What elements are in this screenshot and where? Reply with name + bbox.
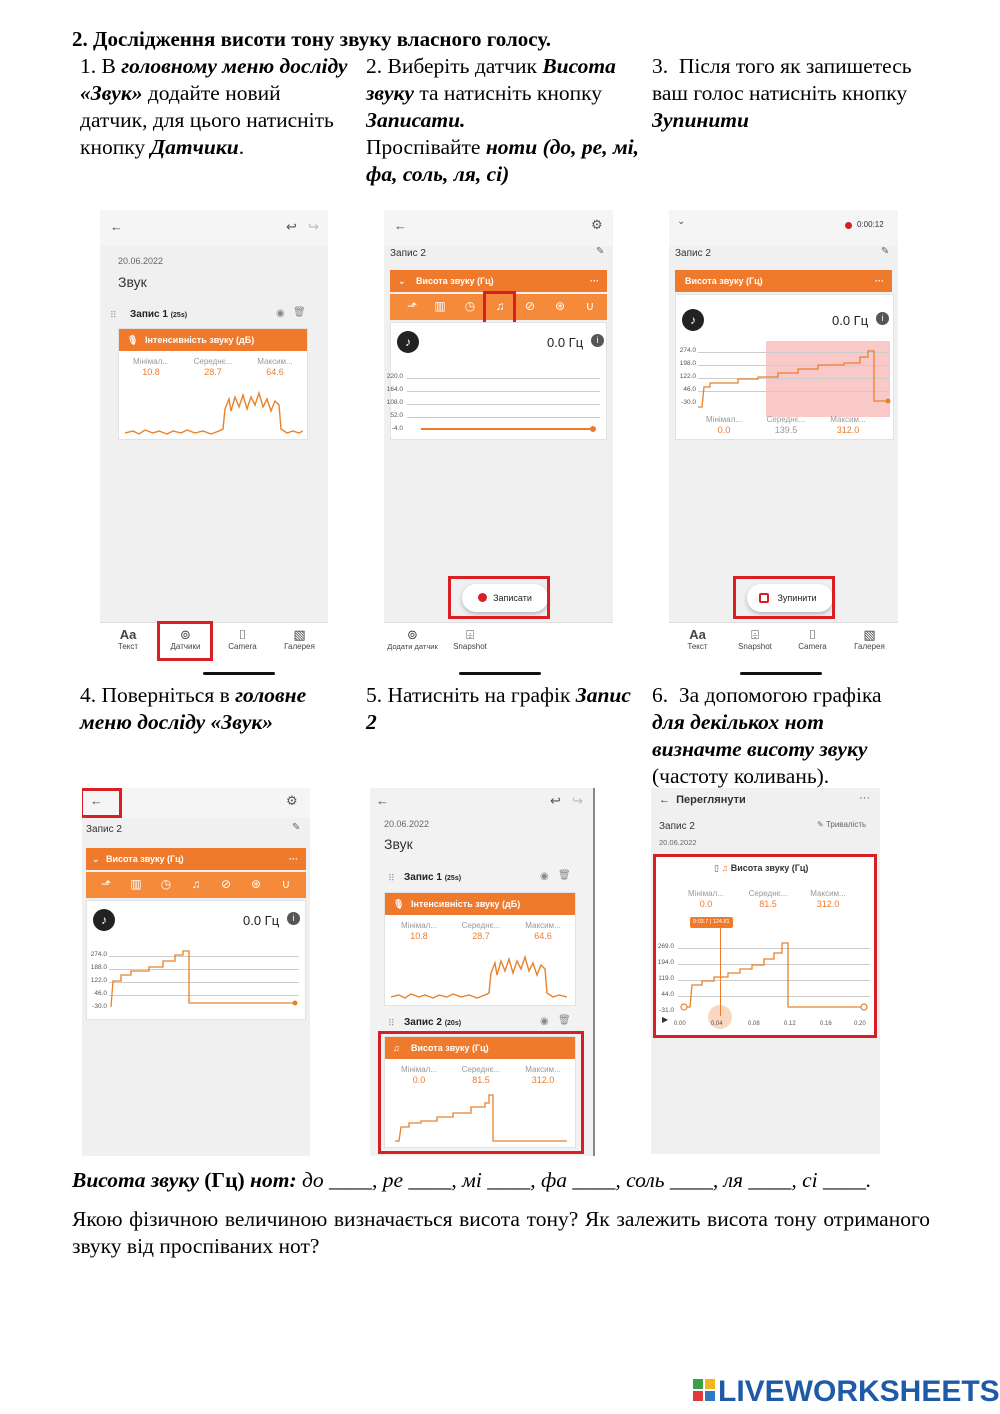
- grid-line: [407, 404, 600, 405]
- tab-text[interactable]: [669, 623, 726, 662]
- step-6-num: 6.: [652, 683, 669, 707]
- grid-line: [407, 417, 600, 418]
- music-note-icon: ♫: [393, 1043, 400, 1053]
- topbar: [384, 210, 613, 246]
- record-2-dur: (20s): [444, 1020, 462, 1027]
- tab-add-sensor[interactable]: [384, 623, 441, 662]
- db-icon[interactable]: ⊛: [250, 877, 262, 891]
- answer-lead: Висота звуку: [72, 1168, 199, 1192]
- tab-gallery-label: Галерея: [284, 642, 315, 651]
- step-1-post: .: [238, 135, 245, 159]
- stat-max-label: Максим...: [525, 1065, 561, 1074]
- bottom-tabbar: [384, 622, 613, 662]
- topbar: [100, 210, 328, 246]
- x-tick: 0.16: [820, 1021, 832, 1027]
- answer-blanks[interactable]: до ____, ре ____, мі ____, фа ____, соль ____, ля ____, сі ____.: [296, 1168, 872, 1192]
- pitch-graph: [698, 343, 892, 413]
- pitch-label: Висота звуку (Гц): [416, 276, 494, 286]
- axis-tick: 44.0: [661, 991, 674, 998]
- pencil-icon[interactable]: ✎: [292, 822, 301, 833]
- record-2-title[interactable]: [404, 1017, 461, 1028]
- pitch-header: [86, 848, 306, 870]
- stat-max-value: 64.6: [534, 931, 552, 941]
- tab-camera-label: Camera: [798, 642, 827, 651]
- stat-max-label: Максим...: [830, 415, 866, 424]
- home-indicator: [203, 672, 275, 675]
- compass-icon[interactable]: ⊘: [220, 877, 232, 891]
- music-icon: ♪: [397, 331, 419, 353]
- step-4-text: [80, 682, 350, 736]
- axis-tick: 188.0: [90, 964, 107, 971]
- pitch-label: Висота звуку (Гц): [730, 863, 809, 873]
- review-label: Переглянути: [676, 794, 746, 806]
- x-tick: 0.00: [674, 1021, 686, 1027]
- camera-icon: ⌷: [808, 627, 817, 642]
- record-1-title[interactable]: [404, 872, 461, 883]
- stat-avg-value: 28.7: [472, 931, 490, 941]
- pitch-card[interactable]: [86, 900, 306, 1020]
- step-2-text: [366, 53, 641, 188]
- home-indicator: [740, 672, 822, 675]
- eye-icon[interactable]: ◉: [276, 308, 285, 319]
- data-line: [421, 428, 592, 430]
- drag-handle-icon[interactable]: ⠿: [110, 310, 117, 320]
- frequency-value: 0.0 Гц: [832, 313, 869, 328]
- stat-min-label: Мінімал...: [401, 1065, 437, 1074]
- axis-tick: 122.0: [90, 977, 107, 984]
- axis-tick: 194.0: [657, 959, 674, 966]
- step-5-bold1: Запис 2: [366, 683, 631, 734]
- axis-tick: 119.0: [658, 975, 674, 982]
- info-icon[interactable]: i: [876, 312, 889, 325]
- text-icon: Aa: [119, 627, 137, 642]
- step-3-text: [652, 53, 917, 134]
- axis-tick: -31.0: [659, 1007, 674, 1014]
- stat-max-label: Максим...: [257, 357, 293, 366]
- drag-handle-icon[interactable]: ⠿: [388, 1018, 395, 1028]
- step-6-text: [652, 682, 917, 790]
- tab-text-label: Текст: [117, 642, 139, 651]
- intensity-header: [385, 893, 575, 915]
- step-2-bold2: Записати.: [366, 108, 466, 132]
- highlight-stop-button: [733, 576, 835, 619]
- stat-max-value: 312.0: [836, 425, 860, 435]
- info-icon[interactable]: i: [591, 334, 604, 347]
- play-icon[interactable]: ▶: [662, 1015, 669, 1024]
- step-6-post: (частоту коливань).: [652, 764, 830, 788]
- undo-icon[interactable]: ↩: [550, 793, 561, 808]
- step-2-bold1: Висота звуку: [366, 54, 616, 105]
- stat-avg-label: Середнє...: [766, 415, 806, 424]
- timer: 0:00:12: [857, 220, 884, 229]
- trash-icon[interactable]: 🗑: [293, 307, 306, 318]
- step-2-pre2: Проспівайте: [366, 135, 486, 159]
- intensity-card[interactable]: [384, 892, 576, 1006]
- tab-camera[interactable]: [784, 623, 841, 662]
- gallery-icon: ▧: [863, 627, 876, 642]
- tab-snapshot-label: Snapshot: [738, 642, 772, 651]
- record-2-title: Запис 2: [659, 821, 695, 832]
- stat-avg-value: 81.5: [472, 1075, 490, 1085]
- step-3-pre: Після того як запишетесь ваш голос натисніть кнопку: [652, 54, 912, 105]
- step-3-bold1: Зупинити: [652, 108, 749, 132]
- stat-min-label: Мінімал...: [133, 357, 169, 366]
- value-tooltip: 0:03.7 | 124.81: [690, 917, 733, 928]
- axis-tick: 274.0: [90, 951, 107, 958]
- tab-gallery[interactable]: [271, 623, 328, 662]
- section-title: 2. Дослідження висоти тону звуку власного голосу.: [72, 27, 551, 51]
- x-tick: 0.12: [784, 1021, 796, 1027]
- mic-icon: 🎙: [393, 899, 405, 909]
- axis-tick: 46.0: [94, 990, 107, 997]
- stat-min-value: 0.0: [699, 899, 713, 909]
- chart-icon[interactable]: ⬏: [406, 299, 418, 313]
- axis-tick: -30.0: [681, 399, 696, 406]
- step-2-num: 2.: [366, 54, 383, 78]
- record-1-title[interactable]: [130, 309, 187, 320]
- screenshot-3: [669, 210, 898, 662]
- highlight-back-button: [82, 788, 122, 818]
- record-1-dur: (25s): [170, 312, 188, 319]
- stat-max-label: Максим...: [810, 889, 846, 898]
- date-label: 20.06.2022: [118, 256, 164, 266]
- topbar: [370, 788, 593, 816]
- more-icon[interactable]: ···: [289, 854, 298, 864]
- screenshot-1: [100, 210, 328, 662]
- intensity-label: Інтенсивність звуку (дБ): [411, 899, 521, 909]
- logo-icon: [693, 1379, 715, 1401]
- snapshot-icon: ⌹: [466, 627, 474, 642]
- chevron-down-icon[interactable]: ⌄: [677, 216, 686, 227]
- eye-icon[interactable]: ◉: [540, 1016, 549, 1027]
- duration-link[interactable]: [817, 820, 866, 829]
- redo-icon[interactable]: ↪: [308, 219, 319, 234]
- tab-text-label: Текст: [687, 642, 708, 651]
- axis-tick: 269.0: [657, 943, 674, 950]
- tab-camera[interactable]: [214, 623, 271, 662]
- step-5-num: 5.: [366, 683, 383, 707]
- step-1-mid: додайте новий датчик, для цього натисніть кнопку: [80, 81, 334, 159]
- highlight-record-button: [448, 576, 550, 619]
- highlight-pitch-sensor: [483, 291, 516, 326]
- bottom-tabbar: [100, 622, 328, 662]
- gallery-icon: ▧: [293, 627, 306, 642]
- stat-max-value: 64.6: [266, 367, 284, 377]
- step-3-num: 3.: [652, 54, 669, 78]
- step-2-pre: Виберіть датчик: [387, 54, 543, 78]
- phone-icon: ▯: [714, 863, 719, 873]
- eye-icon[interactable]: ◉: [540, 871, 549, 882]
- stat-min-label: Мінімал...: [706, 415, 742, 424]
- recording-dot-icon: [845, 222, 852, 229]
- axis-tick: 46.0: [683, 386, 696, 393]
- clock-icon[interactable]: ◷: [464, 299, 476, 313]
- axis-tick: 274.0: [679, 347, 696, 354]
- tab-gallery-label: Галерея: [854, 642, 885, 651]
- record-1-label: Запис 1: [404, 872, 442, 883]
- step-4-pre: Поверніться в: [101, 683, 236, 707]
- table-icon[interactable]: ▥: [130, 877, 142, 891]
- stat-avg-label: Середнє...: [193, 357, 233, 366]
- stop-button-label: Зупинити: [777, 593, 817, 603]
- drag-handle-icon[interactable]: ⠿: [388, 873, 395, 883]
- sensor-icon-row: [86, 872, 306, 898]
- logo-text: LIVEWORKSHEETS: [718, 1375, 1000, 1408]
- back-arrow-icon[interactable]: ←: [394, 218, 407, 233]
- record-2-title: Запис 2: [390, 248, 426, 259]
- highlight-record-2: [378, 1031, 584, 1154]
- stat-min-value: 10.8: [142, 367, 160, 377]
- chevron-down-icon[interactable]: ⌄: [398, 276, 406, 286]
- more-icon[interactable]: ···: [875, 276, 884, 286]
- experiment-title: Звук: [384, 836, 413, 852]
- pitch-card[interactable]: [675, 294, 894, 440]
- axis-tick: 198.0: [679, 360, 696, 367]
- x-tick: 0.04: [711, 1021, 723, 1027]
- pitch-label: Висота звуку (Гц): [411, 1043, 489, 1053]
- record-button-label: Записати: [493, 593, 532, 603]
- mic-icon: 🎙: [127, 335, 139, 345]
- stat-avg-value: 139.5: [774, 425, 798, 435]
- screenshot-6: [651, 788, 880, 1154]
- highlight-graph: [653, 854, 877, 1038]
- record-1-dur: (25s): [444, 875, 462, 882]
- highlight-sensors-button: [157, 621, 213, 661]
- step-5-pre: Натисніть на графік: [387, 683, 576, 707]
- music-icon: ♪: [682, 309, 704, 331]
- music-note-icon[interactable]: ♫: [495, 299, 505, 313]
- chevron-down-icon[interactable]: ⌄: [92, 854, 100, 864]
- record-1-label: Запис 1: [130, 309, 168, 320]
- stat-min-value: 0.0: [717, 425, 731, 435]
- compass-icon[interactable]: ⊘: [524, 299, 536, 313]
- tab-sensors-label: Датчики: [170, 642, 201, 651]
- step-4-bold1: головне меню досліду «Звук»: [80, 683, 307, 734]
- gear-icon[interactable]: ⚙: [286, 793, 298, 808]
- axis-tick: 52.0: [390, 412, 403, 419]
- frequency-value: 0.0 Гц: [547, 335, 584, 350]
- screenshot-5: [370, 788, 595, 1156]
- back-arrow-icon[interactable]: ←: [376, 793, 389, 808]
- pitch-label: Висота звуку (Гц): [685, 276, 763, 286]
- axis-tick: 164.0: [386, 386, 403, 393]
- x-tick: 0.08: [748, 1021, 760, 1027]
- date-label: 20.06.2022: [384, 819, 430, 829]
- stat-avg-label: Середнє...: [748, 889, 788, 898]
- tab-snapshot[interactable]: [727, 623, 783, 662]
- music-icon: ♪: [93, 909, 115, 931]
- intensity-card[interactable]: [118, 328, 308, 440]
- answer-notes-label: нот:: [250, 1168, 297, 1192]
- topbar: [669, 210, 898, 246]
- stat-avg-value: 81.5: [759, 899, 777, 909]
- step-1-pre: В: [101, 54, 122, 78]
- pencil-icon: ✎: [817, 820, 824, 829]
- intensity-graph: [125, 381, 303, 437]
- axis-tick: -30.0: [92, 1003, 107, 1010]
- step-6-bold1: для декількох нот визначте висоту звуку: [652, 710, 868, 761]
- gear-icon[interactable]: ⚙: [591, 217, 603, 232]
- tab-camera-label: Camera: [228, 642, 257, 651]
- sensor-icon: ⊚: [180, 627, 191, 642]
- answer-line: [72, 1168, 932, 1193]
- intensity-graph: [391, 947, 571, 1003]
- redo-icon[interactable]: ↪: [572, 793, 583, 808]
- intensity-header: [119, 329, 307, 351]
- intensity-label: Інтенсивність звуку (дБ): [145, 335, 255, 345]
- review-header: [659, 794, 746, 806]
- bottom-tabbar: [669, 622, 898, 662]
- stat-min-label: Мінімал...: [688, 889, 724, 898]
- undo-icon[interactable]: ↩: [286, 219, 297, 234]
- record-2-title: Запис 2: [675, 248, 711, 259]
- chart-icon[interactable]: ⬏: [100, 877, 112, 891]
- pencil-icon[interactable]: ✎: [881, 246, 890, 257]
- question-text: Якою фізичною величиною визначається висота тону? Як залежить висота тону отриманого звуку від проспіваних нот?: [72, 1207, 930, 1258]
- home-indicator: [459, 672, 541, 675]
- liveworksheets-logo: [693, 1375, 1000, 1409]
- step-5-text: [366, 682, 636, 736]
- music-note-icon[interactable]: ♫: [191, 877, 201, 891]
- magnet-icon[interactable]: ∪: [281, 877, 291, 891]
- info-icon[interactable]: i: [287, 912, 300, 925]
- trash-icon[interactable]: 🗑: [558, 1015, 571, 1026]
- stat-max-label: Максим...: [525, 921, 561, 930]
- grid-line: [407, 378, 600, 379]
- db-icon[interactable]: ⊛: [554, 299, 566, 313]
- tab-add-label: Додати датчик: [387, 642, 438, 651]
- tab-gallery[interactable]: [841, 623, 898, 662]
- more-icon[interactable]: ···: [590, 276, 599, 286]
- stat-avg-label: Середнє...: [461, 921, 501, 930]
- grid-line: [407, 391, 600, 392]
- screenshot-2: [384, 210, 613, 662]
- sensor-icon: ⊚: [407, 627, 418, 642]
- axis-tick: 108.0: [386, 399, 403, 406]
- magnet-icon[interactable]: ∪: [585, 299, 595, 313]
- trash-icon[interactable]: 🗑: [558, 870, 571, 881]
- data-point: [590, 426, 596, 432]
- stat-min-label: Мінімал...: [401, 921, 437, 930]
- table-icon[interactable]: ▥: [434, 299, 446, 313]
- step-2-mid: та натисніть кнопку: [413, 81, 603, 105]
- stat-avg-label: Середнє...: [461, 1065, 501, 1074]
- step-1-num: 1.: [80, 54, 97, 78]
- text-icon: Aa: [689, 627, 706, 642]
- experiment-title: Звук: [118, 274, 147, 290]
- pitch-card[interactable]: [386, 322, 607, 440]
- step-1-text: [80, 53, 350, 161]
- x-tick: 0.20: [854, 1021, 866, 1027]
- stat-avg-value: 28.7: [204, 367, 222, 377]
- axis-tick: -4.0: [391, 425, 403, 432]
- axis-tick: 122.0: [679, 373, 696, 380]
- step-2-bold3: ноти (до, ре, мі, фа, соль, ля, сі): [366, 135, 640, 186]
- pitch-header: [390, 270, 607, 292]
- stat-max-value: 312.0: [531, 1075, 555, 1085]
- snapshot-icon: ⌹: [751, 627, 759, 642]
- pitch-graph: [109, 945, 303, 1015]
- axis-tick: 220.0: [386, 373, 403, 380]
- back-arrow-icon[interactable]: ←: [110, 219, 123, 234]
- clock-icon[interactable]: ◷: [160, 877, 172, 891]
- back-arrow-icon[interactable]: ←: [659, 794, 670, 806]
- pencil-icon[interactable]: ✎: [596, 246, 605, 257]
- frequency-value: 0.0 Гц: [243, 913, 280, 928]
- screenshot-4: [82, 788, 310, 1156]
- back-arrow-icon[interactable]: ←: [90, 793, 103, 808]
- duration-label: Тривалість: [825, 820, 867, 829]
- record-2-title: Запис 2: [86, 824, 122, 835]
- step-1-bold1: головному меню досліду «Звук»: [80, 54, 348, 105]
- step-4-num: 4.: [80, 683, 97, 707]
- answer-unit: (Гц): [198, 1168, 251, 1192]
- step-6-pre: За допомогою графіка: [678, 683, 882, 707]
- tab-snapshot-label: Snapshot: [453, 642, 487, 651]
- record-2-label: Запис 2: [404, 1017, 442, 1028]
- date-label: 20.06.2022: [659, 838, 697, 847]
- tab-text[interactable]: [100, 623, 156, 662]
- pitch-header: [675, 270, 892, 292]
- pitch-label: Висота звуку (Гц): [106, 854, 184, 864]
- tab-snapshot[interactable]: [442, 623, 498, 662]
- step-1-bold2: Датчики: [150, 135, 239, 159]
- music-note-icon: ♫: [721, 863, 729, 873]
- more-icon[interactable]: ···: [859, 792, 870, 804]
- stat-min-value: 10.8: [410, 931, 428, 941]
- stat-max-value: 312.0: [816, 899, 840, 909]
- stat-min-value: 0.0: [412, 1075, 426, 1085]
- camera-icon: ⌷: [238, 627, 247, 642]
